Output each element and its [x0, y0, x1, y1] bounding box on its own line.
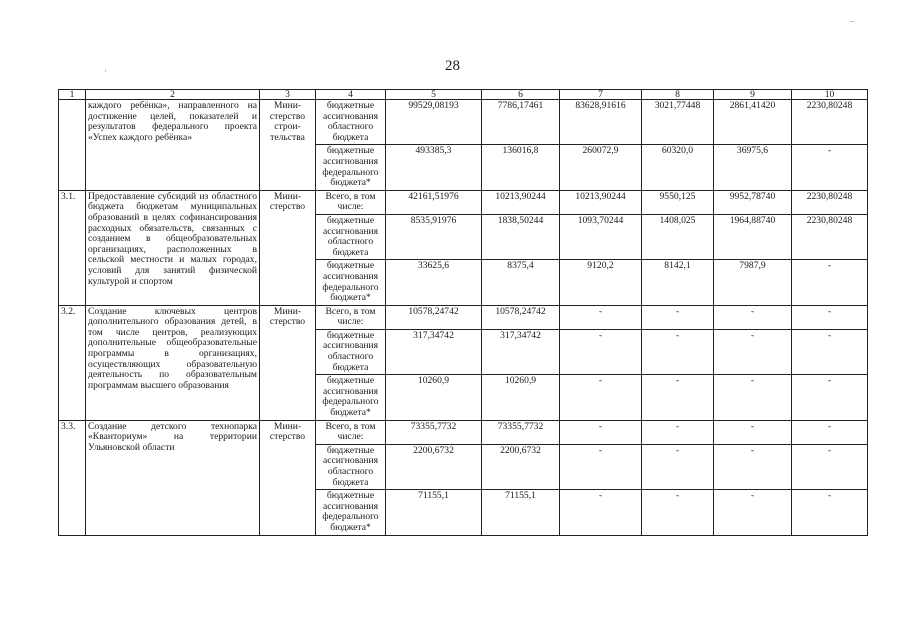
amount-cell: -	[792, 145, 868, 190]
item-description: Создание ключевых центров дополнительного образования детей, в том числе центров, реализующих дополнительные общеобразовательные программы в организациях, осуществляющих образовательную деятельность по образовательным программам высшего образования	[86, 305, 260, 420]
amount-cell: 2230,80248	[792, 214, 868, 259]
amount-cell: -	[792, 329, 868, 374]
amount-cell: 99529,08193	[386, 100, 482, 145]
amount-cell: 10578,24742	[386, 305, 482, 329]
amount-cell: -	[642, 420, 714, 444]
funding-source: бюджетные ассигнования областного бюджета	[316, 214, 386, 259]
funding-source: Всего, в том числе:	[316, 420, 386, 444]
amount-cell: 73355,7732	[482, 420, 560, 444]
amount-cell: 42161,51976	[386, 190, 482, 214]
amount-cell: 317,34742	[482, 329, 560, 374]
column-number: 2	[86, 90, 260, 100]
item-executor: Мини-стерство	[260, 190, 316, 305]
item-number: 3.3.	[59, 420, 86, 535]
amount-cell: 1093,70244	[560, 214, 642, 259]
amount-cell: -	[714, 375, 792, 420]
amount-cell: 10213,90244	[482, 190, 560, 214]
amount-cell: 260072,9	[560, 145, 642, 190]
budget-table	[58, 89, 868, 536]
column-number: 10	[792, 90, 868, 100]
item-description: Предоставление субсидий из областного бюджета бюджетам муниципальных образований в целях софинансирования расходных обязательств, связанных с созданием в общеобразовательных организациях, расположенных в сельской местности и малых городах, условий для занятий физической культурой и спортом	[86, 190, 260, 305]
item-number: 3.1.	[59, 190, 86, 305]
table-row	[59, 190, 868, 214]
amount-cell: 2200,6732	[386, 444, 482, 489]
funding-source: Всего, в том числе:	[316, 305, 386, 329]
amount-cell: 10213,90244	[560, 190, 642, 214]
amount-cell: 9550,125	[642, 190, 714, 214]
amount-cell: -	[560, 444, 642, 489]
amount-cell: -	[714, 444, 792, 489]
table-body	[59, 90, 868, 536]
amount-cell: -	[714, 490, 792, 535]
amount-cell: -	[560, 420, 642, 444]
amount-cell: -	[642, 444, 714, 489]
funding-source: бюджетные ассигнования областного бюджета	[316, 329, 386, 374]
amount-cell: -	[560, 375, 642, 420]
item-number: 3.2.	[59, 305, 86, 420]
amount-cell: -	[792, 420, 868, 444]
funding-source: бюджетные ассигнования федерального бюджета*	[316, 145, 386, 190]
column-number: 1	[59, 90, 86, 100]
amount-cell: 493385,3	[386, 145, 482, 190]
amount-cell: -	[792, 260, 868, 305]
amount-cell: -	[642, 490, 714, 535]
column-number: 8	[642, 90, 714, 100]
amount-cell: 7987,9	[714, 260, 792, 305]
column-number: 6	[482, 90, 560, 100]
funding-source: бюджетные ассигнования федерального бюджета*	[316, 260, 386, 305]
item-executor: Мини-стерство	[260, 305, 316, 420]
amount-cell: 1964,88740	[714, 214, 792, 259]
table-row	[59, 420, 868, 444]
amount-cell: 7786,17461	[482, 100, 560, 145]
funding-source: Всего, в том числе:	[316, 190, 386, 214]
amount-cell: -	[642, 375, 714, 420]
item-description: Создание детского технопарка «Кванториум» на территории Ульяновской области	[86, 420, 260, 535]
scan-mark: –	[850, 16, 855, 26]
amount-cell: 136016,8	[482, 145, 560, 190]
amount-cell: 36975,6	[714, 145, 792, 190]
item-executor: Мини-стерство	[260, 420, 316, 535]
amount-cell: 10260,9	[482, 375, 560, 420]
column-number: 3	[260, 90, 316, 100]
amount-cell: 2200,6732	[482, 444, 560, 489]
funding-source: бюджетные ассигнования областного бюджета	[316, 444, 386, 489]
amount-cell: -	[642, 329, 714, 374]
table-row	[59, 305, 868, 329]
amount-cell: -	[714, 305, 792, 329]
amount-cell: -	[792, 490, 868, 535]
column-number: 7	[560, 90, 642, 100]
item-number	[59, 100, 86, 191]
amount-cell: 71155,1	[482, 490, 560, 535]
amount-cell: -	[560, 490, 642, 535]
funding-source: бюджетные ассигнования федерального бюджета*	[316, 490, 386, 535]
amount-cell: 33625,6	[386, 260, 482, 305]
funding-source: бюджетные ассигнования областного бюджета	[316, 100, 386, 145]
column-number: 5	[386, 90, 482, 100]
amount-cell: 1408,025	[642, 214, 714, 259]
amount-cell: 9952,78740	[714, 190, 792, 214]
page-number: 28	[445, 58, 460, 74]
amount-cell: 8142,1	[642, 260, 714, 305]
amount-cell: 71155,1	[386, 490, 482, 535]
amount-cell: -	[714, 420, 792, 444]
amount-cell: 9120,2	[560, 260, 642, 305]
amount-cell: 2230,80248	[792, 100, 868, 145]
amount-cell: 8375,4	[482, 260, 560, 305]
amount-cell: 1838,50244	[482, 214, 560, 259]
amount-cell: 2861,41420	[714, 100, 792, 145]
amount-cell: -	[560, 329, 642, 374]
amount-cell: 83628,91616	[560, 100, 642, 145]
amount-cell: 10260,9	[386, 375, 482, 420]
amount-cell: -	[642, 305, 714, 329]
amount-cell: 8535,91976	[386, 214, 482, 259]
item-executor: Мини-стерство строи-тельства	[260, 100, 316, 191]
table-row	[59, 100, 868, 145]
amount-cell: 10578,24742	[482, 305, 560, 329]
amount-cell: 60320,0	[642, 145, 714, 190]
amount-cell: 73355,7732	[386, 420, 482, 444]
column-number: 4	[316, 90, 386, 100]
amount-cell: -	[714, 329, 792, 374]
amount-cell: -	[792, 444, 868, 489]
amount-cell: -	[792, 375, 868, 420]
scan-speck: ·	[104, 66, 107, 76]
item-description: каждого ребёнка», направленного на достижение целей, показателей и результатов федерального проекта «Успех каждого ребёнка»	[86, 100, 260, 191]
amount-cell: 317,34742	[386, 329, 482, 374]
column-number-row	[59, 90, 868, 100]
amount-cell: -	[560, 305, 642, 329]
amount-cell: -	[792, 305, 868, 329]
amount-cell: 3021,77448	[642, 100, 714, 145]
amount-cell: 2230,80248	[792, 190, 868, 214]
column-number: 9	[714, 90, 792, 100]
funding-source: бюджетные ассигнования федерального бюджета*	[316, 375, 386, 420]
